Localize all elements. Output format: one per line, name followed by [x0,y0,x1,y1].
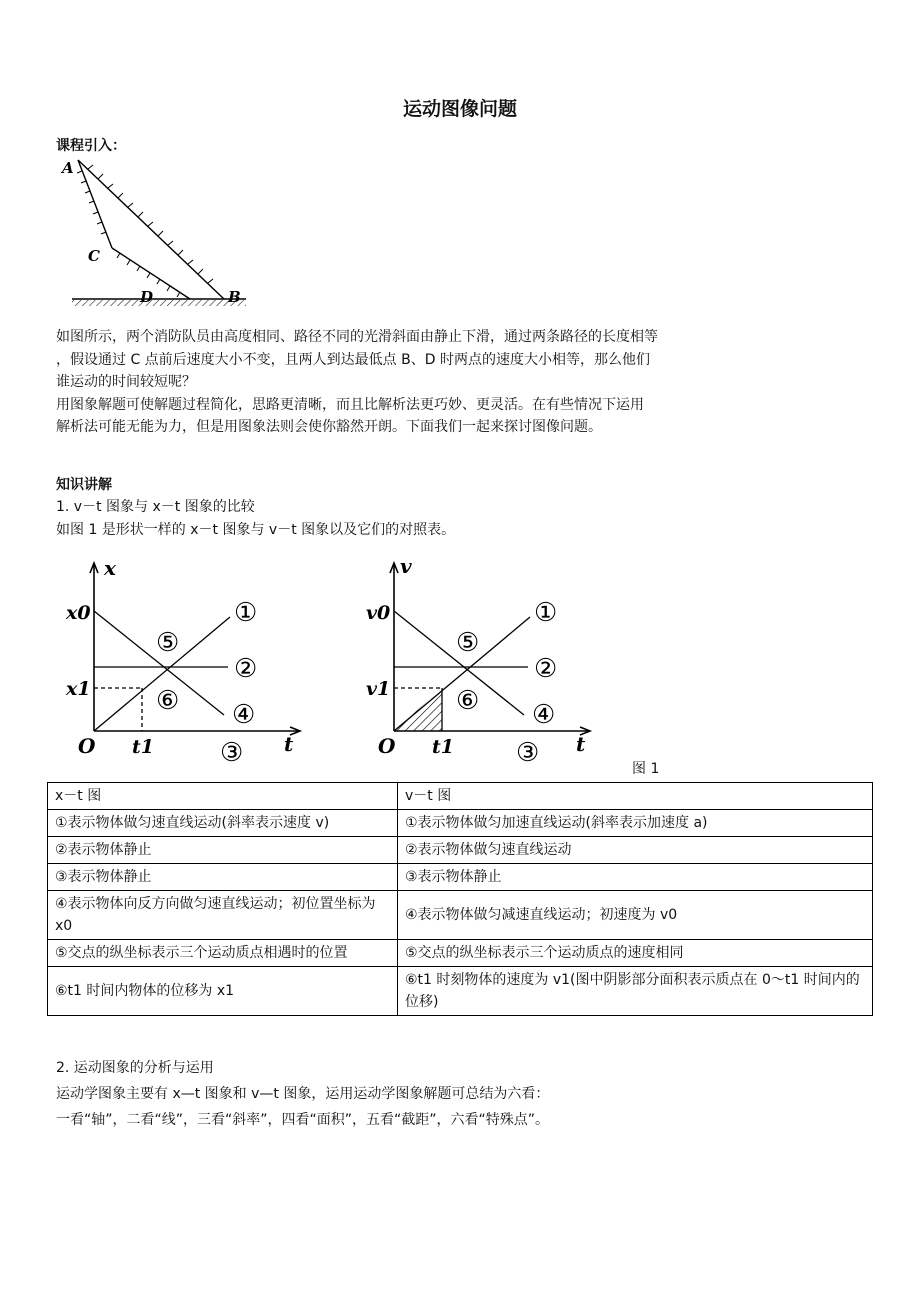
table-cell: ④表示物体向反方向做匀速直线运动；初位置坐标为 x0 [48,891,398,940]
table-cell: ①表示物体做匀加速直线运动(斜率表示加速度 a) [398,810,873,837]
table-cell: ⑤交点的纵坐标表示三个运动质点相遇时的位置 [48,940,398,967]
xt-mark-5: ⑤ [156,628,180,658]
vt-mark-3: ③ [516,738,540,768]
xt-x1: x1 [66,678,91,700]
xt-mark-4: ④ [232,700,256,730]
xt-y-label: x [104,556,116,580]
label-c: C [88,247,100,265]
vt-v0: v0 [366,602,391,624]
table-cell: ②表示物体做匀速直线运动 [398,837,873,864]
table-row [48,940,873,967]
section-2-heading: 2. 运动图象的分析与运用 [56,1060,214,1076]
label-b: B [228,288,241,306]
knowledge-sub1-desc: 如图 1 是形状一样的 x－t 图象与 v－t 图象以及它们的对照表。 [56,522,456,538]
table-row [48,837,873,864]
table-cell: ⑥t1 时间内物体的位移为 x1 [48,967,398,1016]
vt-y-label: v [400,555,412,578]
xt-mark-6: ⑥ [156,686,180,716]
table-cell: ③表示物体静止 [48,864,398,891]
table-cell: ③表示物体静止 [398,864,873,891]
incline-figure [56,155,256,315]
vt-x-label: t [576,732,586,756]
table-header-vt: v－t 图 [398,783,873,810]
figure-caption: 图 1 [632,761,660,777]
xt-x-label: t [284,732,294,756]
table-row [48,864,873,891]
ground-hatch [72,300,246,306]
vt-mark-5: ⑤ [456,628,480,658]
slope-ab [78,160,224,299]
xt-x0: x0 [66,602,91,624]
label-a: A [62,159,74,177]
intro-line-4: 用图象解题可使解题过程简化，思路更清晰，而且比解析法更巧妙、更灵活。在有些情况下运用 [56,396,644,413]
intro-line-5: 解析法可能无能为力，但是用图象法则会使你豁然开朗。下面我们一起来探讨图像问题。 [56,419,602,436]
intro-line-3: 谁运动的时间较短呢？ [56,374,196,391]
vt-t1: t1 [432,736,454,758]
table-cell: ⑤交点的纵坐标表示三个运动质点的速度相同 [398,940,873,967]
table-cell: ②表示物体静止 [48,837,398,864]
label-d: D [140,288,154,306]
intro-line-1: 如图所示，两个消防队员由高度相同、路径不同的光滑斜面由静止下滑，通过两条路径的长度相等 [56,329,658,345]
slope-ac-hatch [77,171,180,297]
section-2-line-2: 一看“轴”，二看“线”，三看“斜率”，四看“面积”，五看“截距”，六看“特殊点”。 [56,1112,550,1128]
vt-mark-1: ① [534,598,558,628]
table-row [48,891,873,940]
xt-graph [60,555,310,770]
slope-ab-hatch [88,165,213,283]
xt-origin: O [78,734,96,758]
vt-mark-6: ⑥ [456,686,480,716]
slope-ac [78,160,112,248]
intro-paragraph [56,326,876,439]
table-row [48,810,873,837]
intro-heading: 课程引入： [56,138,126,154]
vt-mark-2: ② [534,654,558,684]
vt-mark-4: ④ [532,700,556,730]
table-cell: ④表示物体做匀减速直线运动；初速度为 v0 [398,891,873,940]
xt-mark-2: ② [234,654,258,684]
table-header-row [48,783,873,810]
section-2-line-1: 运动学图象主要有 x—t 图象和 v—t 图象，运用运动学图象解题可总结为六看： [56,1086,550,1102]
knowledge-sub1: 1. v－t 图象与 x－t 图象的比较 [56,499,255,515]
xt-mark-1: ① [234,598,258,628]
table-cell: ①表示物体做匀速直线运动(斜率表示速度 v) [48,810,398,837]
table-row [48,967,873,1016]
vt-v1: v1 [366,678,391,700]
intro-line-2: ，假设通过 C 点前后速度大小不变，且两人到达最低点 B、D 时两点的速度大小相等，那么他们 [56,351,650,368]
vt-graph [360,555,610,770]
xt-t1: t1 [132,736,154,758]
comparison-table [47,782,873,1016]
table-header-xt: x－t 图 [48,783,398,810]
vt-origin: O [378,734,396,758]
page-title: 运动图像问题 [402,98,517,120]
knowledge-heading: 知识讲解 [56,477,112,493]
xt-mark-3: ③ [220,738,244,768]
section-2 [56,1055,886,1133]
table-cell: ⑥t1 时刻物体的速度为 v1(图中阴影部分面积表示质点在 0～t1 时间内的位移) [398,967,873,1016]
